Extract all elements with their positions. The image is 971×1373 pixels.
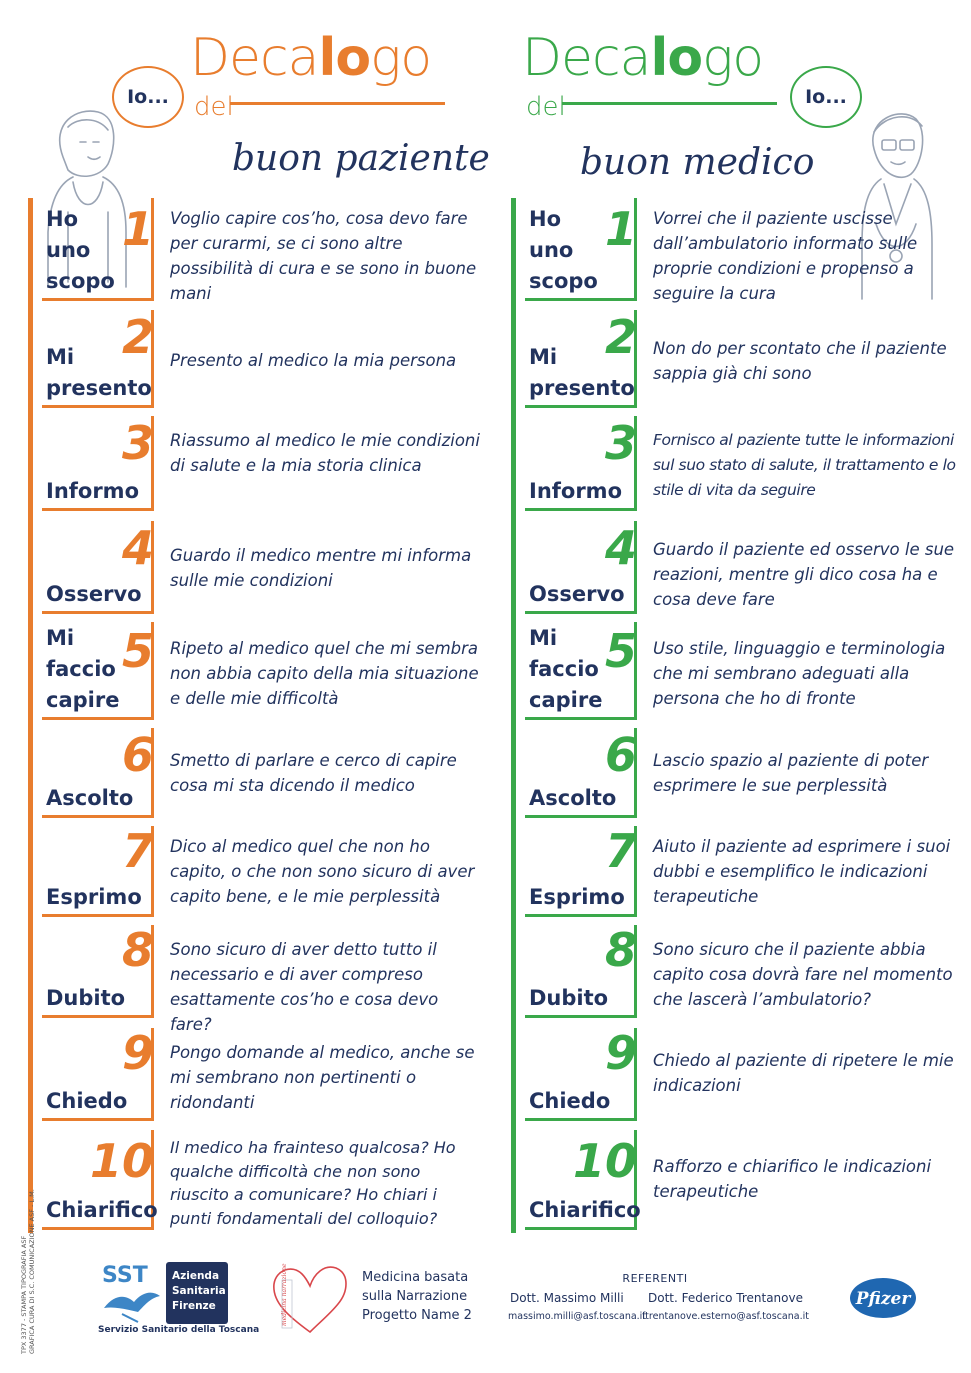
list-item <box>525 622 965 720</box>
list-item <box>42 416 482 511</box>
column-rule-left <box>28 198 33 1233</box>
header-patient <box>190 28 490 179</box>
item-keyword: Ascolto <box>529 786 617 810</box>
list-item <box>525 310 965 408</box>
item-number: 1 <box>604 202 637 256</box>
item-keyword: Chiarifico <box>529 1198 641 1222</box>
item-number: 4 <box>604 521 637 575</box>
item-keyword: Ho uno scopo <box>529 207 598 293</box>
title-del-right: del <box>526 92 566 122</box>
item-keyword: Mi presento <box>46 345 152 400</box>
item-text: Presento al medico la mia persona <box>170 351 457 370</box>
item-number: 10 <box>572 1134 637 1188</box>
print-code: TPX 3377 - STAMPA TIPOGRAFIA ASF GRAFICA CURA DI S.C. COMUNICAZIONE ASF - L.M. <box>20 1189 36 1354</box>
item-keyword: Esprimo <box>46 885 142 909</box>
title-rule-right <box>562 102 777 105</box>
referent-name-1: Dott. Massimo Milli <box>510 1291 624 1305</box>
list-item <box>42 310 482 408</box>
list-item <box>525 1028 965 1121</box>
list-item <box>42 198 482 301</box>
subtitle-right: buon medico <box>580 142 815 183</box>
header-doctor <box>522 28 815 183</box>
list-item <box>42 728 482 818</box>
item-number: 3 <box>604 416 637 470</box>
title-decalogo-right: Decalogo <box>522 28 764 88</box>
item-keyword: Mi faccio capire <box>46 626 120 712</box>
list-item <box>525 198 965 301</box>
list-item <box>525 416 965 511</box>
sst-logo <box>98 1262 260 1338</box>
svg-text:SST: SST <box>102 1263 148 1288</box>
item-keyword: Osservo <box>46 582 142 606</box>
item-text: Fornisco al paziente tutte le informazioni sul suo stato di salute, il trattamento e lo stile di vita da seguire <box>653 431 956 499</box>
list-item <box>42 1130 482 1230</box>
item-number: 5 <box>604 624 637 678</box>
item-number: 8 <box>604 923 637 977</box>
item-number: 10 <box>89 1134 154 1188</box>
list-item <box>525 925 965 1018</box>
subtitle-left: buon paziente <box>232 138 490 179</box>
item-keyword: Ho uno scopo <box>46 207 115 293</box>
sst-bird-icon <box>98 1262 162 1324</box>
item-text: Sono sicuro di aver detto tutto il necessario e di aver compreso esattamente cos’ho e cosa devo fare? <box>170 940 439 1034</box>
item-keyword: Osservo <box>529 582 625 606</box>
list-item <box>42 622 482 720</box>
speech-bubble-left: Io... <box>112 66 184 128</box>
item-keyword: Ascolto <box>46 786 134 810</box>
title-del-left: del <box>194 92 234 122</box>
item-text: Riassumo al medico le mie condizioni di salute e la mia storia clinica <box>170 431 480 475</box>
item-text: Voglio capire cos’ho, cosa devo fare per curarmi, se ci sono altre possibilità di cura e se sono in buone mani <box>170 209 477 303</box>
item-keyword: Chiedo <box>46 1089 128 1113</box>
referenti-title: REFERENTI <box>622 1272 688 1285</box>
item-keyword: Chiarifico <box>46 1198 158 1222</box>
item-keyword: Informo <box>529 479 622 503</box>
title-decalogo-left: Decalogo <box>190 28 432 88</box>
item-keyword: Esprimo <box>529 885 625 909</box>
referent-email-2: ftrentanove.esterno@asf.toscana.it <box>642 1311 809 1322</box>
item-text: Vorrei che il paziente uscisse dall’ambulatorio informato sulle proprie condizioni e propenso a seguire la cura <box>653 209 918 303</box>
item-text: Ripeto al medico quel che mi sembra non abbia capito della mia situazione e delle mie difficoltà <box>170 639 479 708</box>
item-number: 8 <box>121 923 154 977</box>
list-item <box>42 826 482 917</box>
item-number: 7 <box>604 824 637 878</box>
title-rule-left <box>230 102 445 105</box>
item-number: 5 <box>121 624 154 678</box>
item-number: 9 <box>604 1026 637 1080</box>
list-item <box>42 1028 482 1121</box>
item-text: Smetto di parlare e cerco di capire cosa mi sta dicendo il medico <box>170 751 457 795</box>
item-keyword: Informo <box>46 479 139 503</box>
item-number: 6 <box>604 728 637 782</box>
item-keyword: Mi presento <box>529 345 635 400</box>
list-item <box>525 826 965 917</box>
item-text: Guardo il medico mentre mi informa sulle mie condizioni <box>170 546 472 590</box>
referent-email-1: massimo.milli@asf.toscana.it <box>508 1311 647 1322</box>
list-item <box>42 521 482 614</box>
list-item <box>525 728 965 818</box>
svg-text:medicina narrazione: medicina narrazione <box>281 1263 288 1326</box>
item-text: Pongo domande al medico, anche se mi sembrano non pertinenti o ridondanti <box>170 1043 475 1112</box>
referenti-block <box>508 1272 808 1325</box>
item-text: Aiuto il paziente ad esprimere i suoi dubbi e esemplifico le indicazioni terapeutiche <box>653 837 951 906</box>
referent-name-2: Dott. Federico Trentanove <box>648 1291 803 1305</box>
item-text: Il medico ha frainteso qualcosa? Ho qualche difficoltà che non sono riuscito a comunicare? Ho chiari i punti fondamentali del colloquio? <box>170 1138 456 1228</box>
azienda-block: Azienda Sanitaria Firenze <box>166 1262 228 1324</box>
sst-caption: Servizio Sanitario della Toscana <box>98 1325 260 1335</box>
heart-logo-icon <box>268 1258 352 1338</box>
item-text: Chiedo al paziente di ripetere le mie indicazioni <box>653 1051 954 1095</box>
item-keyword: Mi faccio capire <box>529 626 603 712</box>
item-text: Dico al medico quel che non ho capito, o che non sono sicuro di aver capito bene, e le mie perplessità <box>170 837 475 906</box>
item-number: 1 <box>121 202 154 256</box>
item-number: 6 <box>121 728 154 782</box>
item-text: Guardo il paziente ed osservo le sue reazioni, mentre gli dico cosa ha e cosa deve fare <box>653 540 955 609</box>
item-number: 4 <box>121 521 154 575</box>
pfizer-logo-icon <box>848 1276 918 1320</box>
item-keyword: Dubito <box>46 986 126 1010</box>
item-number: 9 <box>121 1026 154 1080</box>
item-text: Rafforzo e chiarifico le indicazioni terapeutiche <box>653 1157 932 1201</box>
item-number: 3 <box>121 416 154 470</box>
item-keyword: Chiedo <box>529 1089 611 1113</box>
narrative-medicine-text: Medicina basata sulla Narrazione Progetto Name 2 <box>362 1270 472 1323</box>
item-text: Uso stile, linguaggio e terminologia che mi sembrano adeguati alla persona che ho di fronte <box>653 639 946 708</box>
item-number: 2 <box>121 310 154 364</box>
list-item <box>525 1130 965 1230</box>
item-number: 7 <box>121 824 154 878</box>
item-text: Sono sicuro che il paziente abbia capito cosa dovrà fare nel momento che lascerà l’ambulatorio? <box>653 940 953 1009</box>
column-rule-right <box>511 198 516 1233</box>
speech-bubble-right: Io... <box>790 66 862 128</box>
item-keyword: Dubito <box>529 986 609 1010</box>
item-number: 2 <box>604 310 637 364</box>
svg-text:Pfizer: Pfizer <box>855 1289 911 1309</box>
list-item <box>525 521 965 614</box>
item-text: Non do per scontato che il paziente sappia già chi sono <box>653 339 947 383</box>
item-text: Lascio spazio al paziente di poter esprimere le sue perplessità <box>653 751 929 795</box>
list-item <box>42 923 482 1034</box>
